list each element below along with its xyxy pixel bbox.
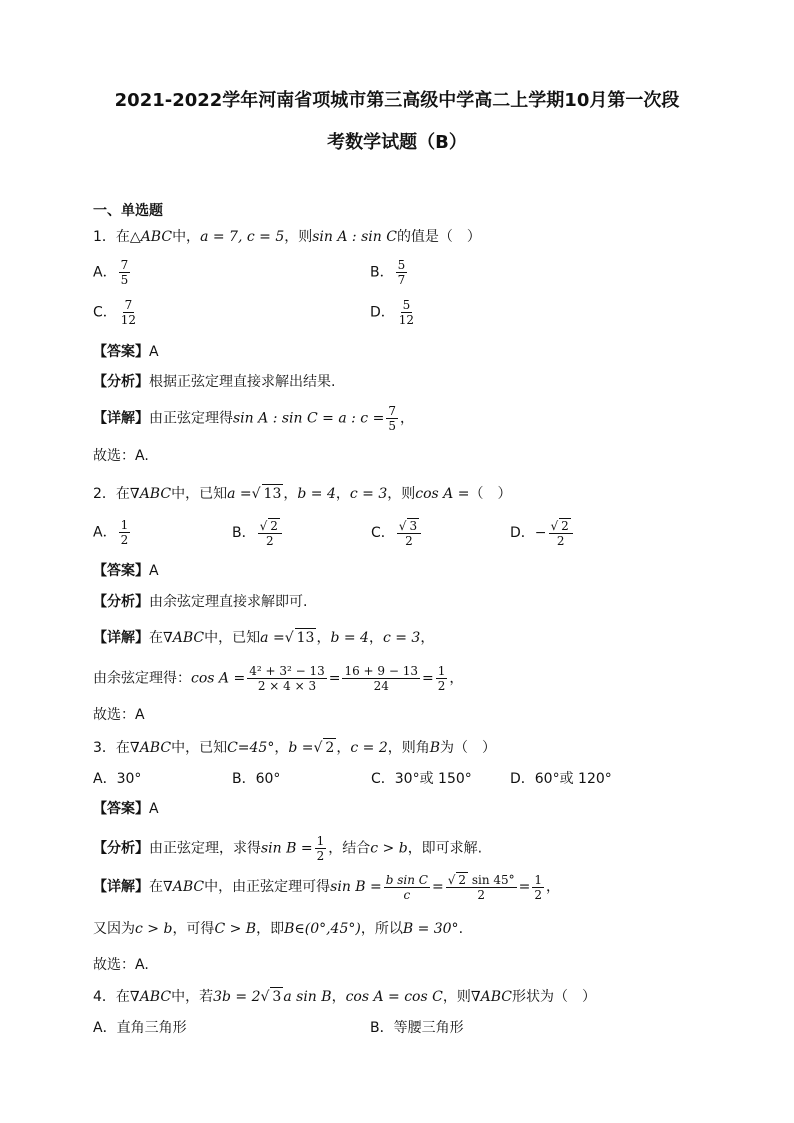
equals: = — [422, 670, 434, 687]
section-heading: 一、单选题 — [93, 203, 163, 219]
reason-result: B = 30° — [402, 921, 459, 937]
q3-option-a: A．30° — [93, 771, 142, 787]
separator: ， — [331, 989, 346, 1005]
denominator: 5 — [120, 273, 129, 287]
q3-angle-b: B — [429, 740, 441, 756]
analysis-text: 由余弦定理直接求解即可. — [149, 594, 308, 610]
q1-option-d — [370, 298, 418, 327]
detail-fraction-3 — [532, 873, 544, 902]
sqrt-icon: √ — [260, 989, 270, 1005]
separator: ， — [316, 630, 331, 646]
q4-option-b: B．等腰三角形 — [370, 1020, 464, 1036]
radicand: 2 — [458, 873, 467, 887]
reason-text: 又因为 — [93, 921, 135, 937]
detail-end: ， — [546, 879, 561, 895]
sqrt-icon: √ — [259, 519, 268, 533]
law-text: 由余弦定理得： — [93, 670, 191, 687]
separator: ， — [335, 486, 350, 502]
q2-option-c — [371, 518, 423, 548]
q2-option-a-fraction — [119, 518, 131, 547]
numerator — [549, 518, 573, 534]
q2-triangle: ∇ABC — [129, 486, 172, 502]
q1-analysis — [93, 373, 335, 391]
q2-b-eq: b = 4 — [297, 486, 336, 502]
denominator: 2 × 4 × 3 — [257, 679, 317, 693]
q3-c-eq: c = 2 — [350, 740, 388, 756]
q2-a-eq: a = — [260, 630, 285, 646]
analysis-fraction — [315, 834, 327, 863]
reason-interval: B∈(0°,45°) — [284, 921, 361, 937]
denominator: 12 — [120, 313, 137, 327]
q1-answer — [93, 343, 159, 361]
analysis-text: 根据正弦定理直接求解出结果. — [149, 374, 336, 390]
answer-value: A — [149, 344, 159, 360]
denominator: 2 — [556, 534, 565, 548]
denominator: 2 — [120, 533, 129, 547]
analysis-label: 【分析】 — [93, 594, 149, 610]
document-title-line1: 2021-2022学年河南省项城市第三高级中学高二上学期10月第一次段 — [114, 90, 680, 111]
detail-text-mid: 中，已知 — [204, 630, 261, 646]
reason-compare-2: C > B — [214, 921, 257, 937]
law-end: ， — [449, 670, 464, 687]
q2-law-of-cosines — [93, 664, 463, 693]
denominator: 7 — [397, 273, 406, 287]
q2-option-d — [510, 518, 575, 548]
q1-option-a-fraction — [119, 258, 131, 287]
document-title-line2: 考数学试题（B） — [327, 132, 467, 153]
detail-fraction-2 — [446, 872, 517, 902]
q2-detail — [93, 628, 434, 647]
q3-stem-mid: 中，已知 — [171, 740, 228, 756]
answer-value: A — [149, 563, 159, 579]
q4-stem-then: ，则 — [442, 989, 471, 1005]
q4-option-a: A．直角三角形 — [93, 1020, 187, 1036]
law-fraction-2 — [342, 664, 420, 693]
q3-option-b: B．60° — [232, 771, 281, 787]
separator: ， — [368, 630, 383, 646]
q3-detail: 【详解】在∇ABC中，由正弦定理可得sin B = $\frac{\text{b sin C}}{c}$ = $\frac{√ 2 \sin 45^\circ}{2}$ = $\frac{1}{2}$ ， — [93, 872, 561, 902]
numerator: 4² + 3² − 13 — [249, 664, 325, 678]
sqrt-icon: √ — [251, 486, 261, 502]
q2-c-eq: c = 3 — [382, 630, 421, 646]
q3-conclusion: 故选：A. — [93, 957, 149, 973]
radicand: 3 — [409, 519, 418, 533]
q4-cond-2: cos A = cos C — [345, 989, 443, 1005]
law-fraction-1 — [247, 664, 327, 693]
q2-answer — [93, 562, 159, 580]
answer-label: 【答案】 — [93, 563, 149, 579]
q2-conclusion: 故选：A — [93, 707, 145, 723]
q2-option-d-fraction — [549, 518, 573, 548]
denominator: 24 — [373, 679, 389, 693]
analysis-text: 由正弦定理，求得 — [149, 840, 261, 857]
reason-text-3: ，即 — [256, 921, 285, 937]
q1-expression: sin A : sin C — [312, 229, 397, 245]
sqrt-icon: √ — [313, 740, 323, 756]
q2-analysis — [93, 593, 307, 611]
q1-option-a — [93, 258, 132, 287]
q2-stem-end: （ ） — [469, 486, 512, 502]
analysis-label: 【分析】 — [93, 374, 149, 390]
analysis-compare: c > b — [370, 840, 408, 857]
denominator: 2 — [437, 679, 446, 693]
q2-a-eq: a = — [227, 486, 252, 502]
detail-expression: sin A : sin C = a : c = — [233, 410, 385, 427]
reason-text-2: ，可得 — [172, 921, 215, 937]
detail-text-mid: 中，由正弦定理可得 — [204, 879, 331, 895]
separator: ， — [274, 740, 289, 756]
radicand: 2 — [561, 519, 569, 533]
numerator — [397, 518, 421, 534]
q1-option-d-fraction — [397, 298, 416, 327]
q3-analysis — [93, 834, 482, 863]
q2-cos: cos A = — [415, 486, 470, 502]
equals: = — [328, 670, 341, 687]
q2-option-d-label: D． — [510, 525, 535, 541]
detail-label: 【详解】 — [93, 410, 149, 427]
q3-stem-then: ，则角 — [387, 740, 430, 756]
detail-sin: sin B = — [330, 879, 382, 895]
analysis-text-2: ，结合 — [328, 840, 371, 857]
denominator: 2 — [477, 888, 485, 902]
sin-term: sin 45° — [471, 873, 515, 887]
numerator: 7 — [388, 404, 396, 418]
q1-option-d-label: D． — [370, 304, 395, 321]
q1-option-b — [370, 258, 409, 287]
q3-triangle: ∇ABC — [163, 879, 205, 895]
q1-option-b-fraction — [396, 258, 408, 287]
detail-text: 在 — [149, 630, 163, 646]
sqrt-icon: √ — [447, 873, 456, 887]
denominator: c — [403, 887, 411, 902]
q1-option-c-label: C． — [93, 304, 117, 321]
denominator: 2 — [534, 887, 543, 902]
numerator: 1 — [534, 872, 543, 887]
q2-stem-prefix: 2．在 — [93, 486, 130, 502]
minus-sign: − — [534, 525, 547, 541]
question-2-stem — [93, 484, 511, 503]
analysis-label: 【分析】 — [93, 840, 149, 857]
q4-cond-1-tail: a sin B — [283, 989, 332, 1005]
q4-stem-end: 形状为（ ） — [511, 989, 596, 1005]
answer-value: A — [149, 801, 159, 817]
q1-conclusion: 故选：A. — [93, 448, 149, 464]
numerator: b sin C — [385, 872, 428, 887]
cos-lhs: cos A = — [191, 670, 246, 687]
numerator: 7 — [124, 298, 133, 312]
q2-option-b-label: B． — [232, 525, 256, 541]
numerator: 5 — [397, 258, 406, 272]
q1-condition: a = 7, c = 5 — [200, 229, 285, 245]
detail-label: 【详解】 — [93, 630, 149, 646]
detail-text: 由正弦定理得 — [149, 410, 233, 427]
q3-stem-prefix: 3．在 — [93, 740, 130, 756]
q4-radicand: 3 — [272, 989, 282, 1005]
q1-detail — [93, 404, 414, 433]
q1-option-b-label: B． — [370, 264, 394, 281]
q1-option-c-fraction — [119, 298, 138, 327]
question-1-stem — [93, 228, 481, 246]
numerator: 1 — [437, 664, 446, 678]
q4-cond-1: 3b = 2 — [213, 989, 261, 1005]
detail-label: 【详解】 — [93, 879, 149, 895]
q4-triangle: ∇ABC — [129, 989, 172, 1005]
q2-option-c-fraction — [397, 518, 421, 548]
q3-answer — [93, 800, 159, 818]
separator: ， — [336, 740, 351, 756]
q1-option-c — [93, 298, 140, 327]
detail-end: ， — [399, 410, 414, 427]
reason-compare-1: c > b — [135, 921, 173, 937]
numerator — [258, 518, 282, 534]
q1-stem-prefix: 1．在 — [93, 229, 130, 245]
q1-stem-mid: 中， — [172, 229, 201, 245]
numerator: 7 — [120, 258, 129, 272]
q2-option-b — [232, 518, 284, 548]
q1-stem-then: ，则 — [284, 229, 313, 245]
q2-option-b-fraction — [258, 518, 282, 548]
sqrt-icon: √ — [398, 519, 407, 533]
denominator: 2 — [316, 849, 325, 863]
denominator: 2 — [405, 534, 413, 548]
q2-stem-mid: 中，已知 — [171, 486, 228, 502]
q3-reasoning — [93, 920, 463, 938]
answer-label: 【答案】 — [93, 344, 149, 360]
q4-stem-mid: 中，若 — [171, 989, 214, 1005]
detail-text: 在 — [149, 879, 163, 895]
q2-option-a — [93, 518, 132, 547]
q3-stem-end: 为（ ） — [440, 740, 497, 756]
radicand: 2 — [270, 519, 278, 533]
numerator: 1 — [120, 518, 129, 532]
q2-a-radicand: 13 — [263, 486, 282, 502]
q1-option-a-label: A． — [93, 264, 117, 281]
q3-b-radicand: 2 — [325, 740, 335, 756]
detail-fraction-1 — [384, 873, 430, 902]
denominator: 12 — [398, 313, 415, 327]
numerator: 16 + 9 − 13 — [344, 664, 419, 678]
question-3-stem — [93, 738, 496, 757]
q3-option-c: C．30°或 150° — [371, 771, 472, 787]
q3-angle-c: C=45° — [227, 740, 275, 756]
q2-triangle: ∇ABC — [163, 630, 205, 646]
q1-stem-end: 的值是（ ） — [396, 229, 481, 245]
q2-stem-then: ，则 — [387, 486, 416, 502]
q3-triangle: ∇ABC — [129, 740, 172, 756]
law-fraction-3 — [436, 664, 448, 693]
sqrt-icon: √ — [284, 630, 294, 646]
numerator: 5 — [402, 298, 411, 312]
detail-fraction — [386, 404, 398, 433]
answer-label: 【答案】 — [93, 801, 149, 817]
q4-triangle-2: ∇ABC — [470, 989, 512, 1005]
separator: ， — [283, 486, 298, 502]
q2-a-radicand: 13 — [296, 630, 315, 646]
q2-c-eq: c = 3 — [349, 486, 388, 502]
question-4-stem — [93, 987, 596, 1006]
reason-text-4: ，所以 — [360, 921, 403, 937]
q2-option-a-label: A． — [93, 524, 117, 541]
analysis-sin: sin B = — [261, 840, 313, 857]
analysis-text-3: ，即可求解. — [407, 840, 483, 857]
q2-b-eq: b = 4 — [330, 630, 369, 646]
detail-end: ， — [420, 630, 435, 646]
reason-end: . — [458, 921, 464, 937]
numerator: 1 — [316, 834, 325, 848]
numerator — [446, 872, 517, 888]
q2-option-c-label: C． — [371, 525, 395, 541]
q3-b-eq: b = — [288, 740, 314, 756]
sqrt-icon: √ — [550, 519, 559, 533]
denominator: 2 — [265, 534, 274, 548]
q1-triangle: △ABC — [129, 229, 173, 245]
q3-option-d: D．60°或 120° — [510, 771, 612, 787]
denominator: 5 — [388, 419, 396, 433]
q4-stem-prefix: 4．在 — [93, 989, 130, 1005]
